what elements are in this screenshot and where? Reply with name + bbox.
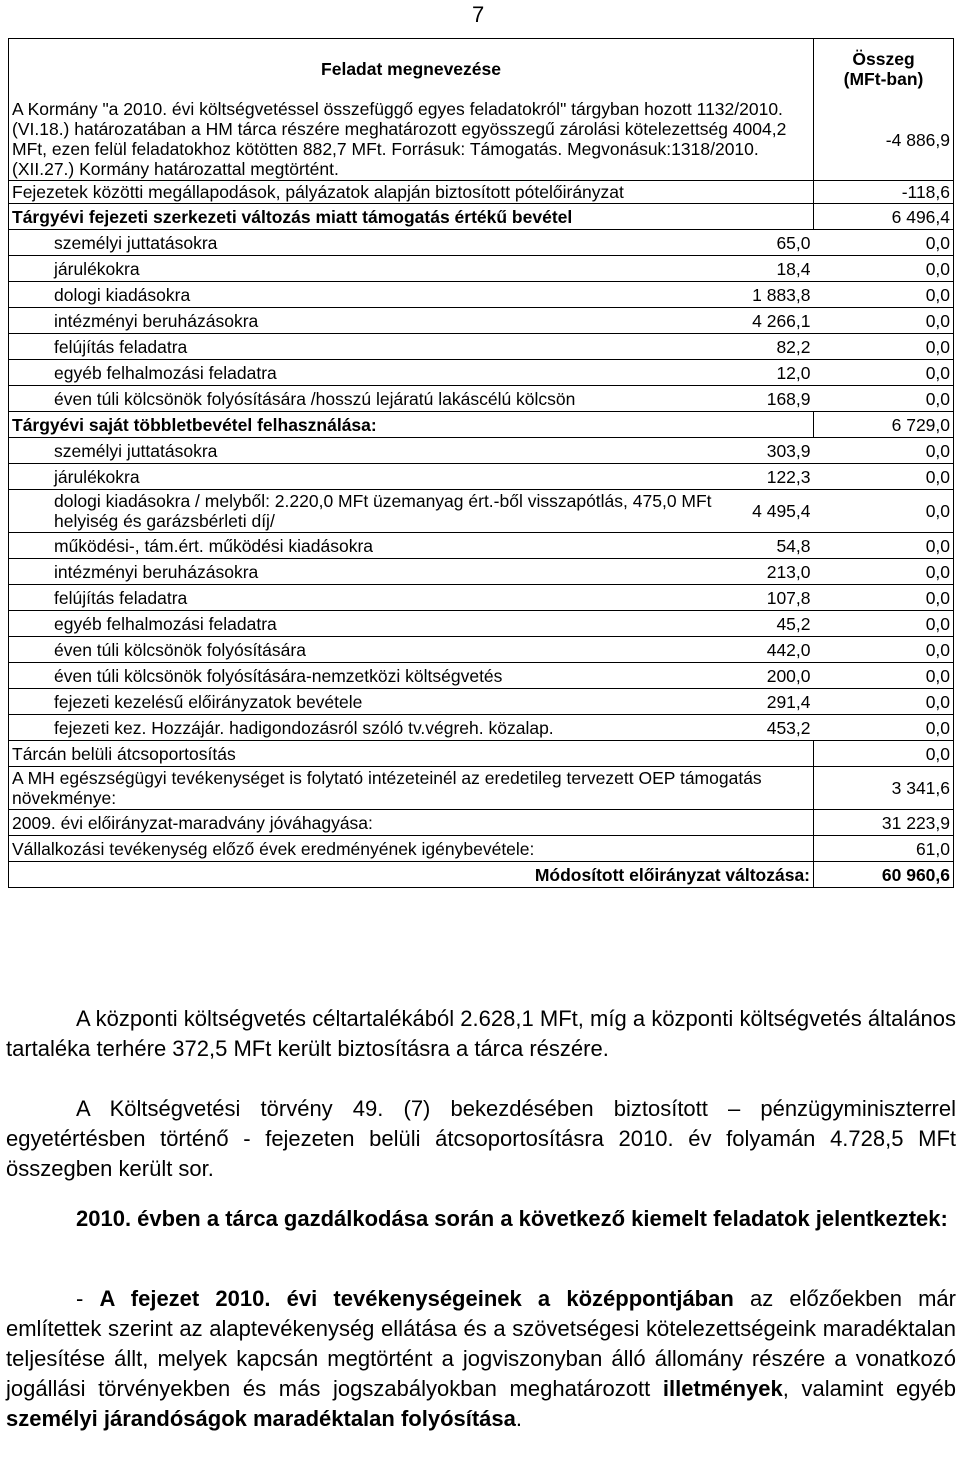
row-value: 3 341,6 bbox=[814, 767, 954, 810]
table-row bbox=[9, 438, 954, 464]
item-total: 0,0 bbox=[814, 585, 954, 611]
section1-items bbox=[9, 230, 954, 412]
table-row bbox=[9, 533, 954, 559]
row-value: 31 223,9 bbox=[814, 810, 954, 836]
item-label: felújítás feladatra bbox=[9, 585, 729, 611]
row-value: 0,0 bbox=[814, 741, 954, 767]
item-amount: 200,0 bbox=[729, 663, 814, 689]
item-amount: 4 495,4 bbox=[729, 490, 814, 533]
item-amount: 122,3 bbox=[729, 464, 814, 490]
table-row bbox=[9, 767, 954, 810]
row-value: 61,0 bbox=[814, 836, 954, 862]
row-label: 2009. évi előirányzat-maradvány jóváhagyása: bbox=[9, 810, 814, 836]
section1-total: 6 496,4 bbox=[814, 204, 954, 230]
section2-label: Tárgyévi saját többletbevétel felhasználása: bbox=[9, 412, 814, 438]
table-row bbox=[9, 490, 954, 533]
item-total: 0,0 bbox=[814, 559, 954, 585]
item-label: személyi juttatásokra bbox=[9, 438, 729, 464]
item-amount: 82,2 bbox=[729, 334, 814, 360]
header-amount-line1: Összeg bbox=[852, 49, 915, 69]
item-label: éven túli kölcsönök folyósítására-nemzetközi költségvetés bbox=[9, 663, 729, 689]
item-total: 0,0 bbox=[814, 438, 954, 464]
item-amount: 4 266,1 bbox=[729, 308, 814, 334]
table-row bbox=[9, 464, 954, 490]
fejezetek-row bbox=[9, 181, 954, 204]
header-task: Feladat megnevezése bbox=[9, 39, 814, 100]
item-total: 0,0 bbox=[814, 464, 954, 490]
item-label: járulékokra bbox=[9, 464, 729, 490]
table-row bbox=[9, 559, 954, 585]
intro-text: A Kormány "a 2010. évi költségvetéssel összefüggő egyes feladatokról" tárgyban hozott 1132/2010.(VI.18.) határozatában a HM tárca részére meghatározott egyösszegű zárolási kötelezettség 4004,2 MFt, ezen felül feladatokhoz kötötten 882,7 MFt. Forrásuk: Támogatás. Megvonásuk:1318/2010.(XII.27.) Kormány határozattal megtörtént. bbox=[9, 99, 814, 181]
table-row bbox=[9, 663, 954, 689]
p4-text3: . bbox=[515, 1406, 523, 1431]
p4-bold3: személyi járandóságok maradéktalan folyósítása bbox=[6, 1406, 516, 1431]
table-row bbox=[9, 230, 954, 256]
item-amount: 54,8 bbox=[729, 533, 814, 559]
item-total: 0,0 bbox=[814, 533, 954, 559]
item-label: egyéb felhalmozási feladatra bbox=[9, 360, 729, 386]
item-amount: 168,9 bbox=[729, 386, 814, 412]
item-total: 0,0 bbox=[814, 282, 954, 308]
table-header-row bbox=[9, 39, 954, 100]
table-row bbox=[9, 256, 954, 282]
item-label: intézményi beruházásokra bbox=[9, 559, 729, 585]
item-label: éven túli kölcsönök folyósítására /hosszú lejáratú lakáscélú kölcsön bbox=[9, 386, 729, 412]
table-row bbox=[9, 360, 954, 386]
total-label: Módosított előirányzat változása: bbox=[9, 862, 814, 888]
item-total: 0,0 bbox=[814, 637, 954, 663]
item-label: egyéb felhalmozási feladatra bbox=[9, 611, 729, 637]
p4-text2: , valamint egyéb bbox=[782, 1376, 956, 1401]
budget-table bbox=[8, 38, 954, 888]
intro-value: -4 886,9 bbox=[814, 99, 954, 181]
fejezetek-text: Fejezetek közötti megállapodások, pályázatok alapján biztosított pótelőirányzat bbox=[9, 181, 814, 204]
item-amount: 65,0 bbox=[729, 230, 814, 256]
table-row bbox=[9, 611, 954, 637]
item-total: 0,0 bbox=[814, 360, 954, 386]
table-row bbox=[9, 689, 954, 715]
item-amount: 1 883,8 bbox=[729, 282, 814, 308]
item-total: 0,0 bbox=[814, 490, 954, 533]
item-label: intézményi beruházásokra bbox=[9, 308, 729, 334]
section1-label: Tárgyévi fejezeti szerkezeti változás miatt támogatás értékű bevétel bbox=[9, 204, 814, 230]
paragraph-activity bbox=[6, 1284, 956, 1434]
table-row bbox=[9, 282, 954, 308]
item-label: éven túli kölcsönök folyósítására bbox=[9, 637, 729, 663]
item-total: 0,0 bbox=[814, 256, 954, 282]
section2-row bbox=[9, 412, 954, 438]
item-total: 0,0 bbox=[814, 611, 954, 637]
section1-row bbox=[9, 204, 954, 230]
table-row bbox=[9, 715, 954, 741]
item-label: dologi kiadásokra / melyből: 2.220,0 MFt üzemanyag ért.-ből visszapótlás, 475,0 MFt helyiség és garázsbérleti díj/ bbox=[9, 490, 729, 533]
table-row bbox=[9, 741, 954, 767]
p4-dash: - bbox=[76, 1286, 100, 1311]
item-amount: 18,4 bbox=[729, 256, 814, 282]
item-label: felújítás feladatra bbox=[9, 334, 729, 360]
p4-bold2: illetmények bbox=[662, 1376, 783, 1401]
page-number: 7 bbox=[472, 2, 485, 27]
paragraph-regrouping: A Költségvetési törvény 49. (7) bekezdésében biztosított – pénzügyminiszterrel egyetértésben történő - fejezeten belüli átcsoportosításra 2010. év folyamán 4.728,5 MFt összegben került sor. bbox=[6, 1096, 956, 1181]
table-row bbox=[9, 386, 954, 412]
item-total: 0,0 bbox=[814, 689, 954, 715]
row-label: Tárcán belüli átcsoportosítás bbox=[9, 741, 814, 767]
item-total: 0,0 bbox=[814, 663, 954, 689]
section2-items bbox=[9, 438, 954, 741]
p4-bold1: A fejezet 2010. évi tevékenységeinek a középpontjában bbox=[99, 1286, 734, 1311]
item-label: fejezeti kezelésű előirányzatok bevétele bbox=[9, 689, 729, 715]
total-row bbox=[9, 862, 954, 888]
item-amount: 12,0 bbox=[729, 360, 814, 386]
intro-row bbox=[9, 99, 954, 181]
item-label: fejezeti kez. Hozzájár. hadigondozásról szóló tv.végreh. közalap. bbox=[9, 715, 729, 741]
item-amount: 107,8 bbox=[729, 585, 814, 611]
item-amount: 303,9 bbox=[729, 438, 814, 464]
item-total: 0,0 bbox=[814, 308, 954, 334]
item-total: 0,0 bbox=[814, 334, 954, 360]
bottom-rows bbox=[9, 741, 954, 862]
item-label: dologi kiadásokra bbox=[9, 282, 729, 308]
table-row bbox=[9, 637, 954, 663]
total-value: 60 960,6 bbox=[814, 862, 954, 888]
table-row bbox=[9, 810, 954, 836]
item-amount: 453,2 bbox=[729, 715, 814, 741]
item-amount: 45,2 bbox=[729, 611, 814, 637]
row-label: A MH egészségügyi tevékenységet is folytató intézeteinél az eredetileg tervezett OEP támogatás növekménye: bbox=[9, 767, 814, 810]
section2-total: 6 729,0 bbox=[814, 412, 954, 438]
paragraph-reserve: A központi költségvetés céltartalékából 2.628,1 MFt, míg a központi költségvetés általános tartaléka terhére 372,5 MFt került biztosításra a tárca részére. bbox=[6, 1006, 956, 1061]
item-amount: 213,0 bbox=[729, 559, 814, 585]
paragraph-key-tasks: 2010. évben a tárca gazdálkodása során a következő kiemelt feladatok jelentkeztek: bbox=[76, 1206, 948, 1231]
item-amount: 442,0 bbox=[729, 637, 814, 663]
item-label: járulékokra bbox=[9, 256, 729, 282]
item-label: működési-, tám.ért. működési kiadásokra bbox=[9, 533, 729, 559]
item-amount: 291,4 bbox=[729, 689, 814, 715]
fejezetek-value: -118,6 bbox=[814, 181, 954, 204]
table-row bbox=[9, 334, 954, 360]
item-total: 0,0 bbox=[814, 386, 954, 412]
item-label: személyi juttatásokra bbox=[9, 230, 729, 256]
p4-text1: az előzőekben már említettek szerint az alaptevékenység ellátása és a szövetségesi kötelezettségeink maradéktalan teljesítése állt, melyek kapcsán megtörtént a jogviszonyban álló állomány részére a vonatkozó jogállási törvényekben és más jogszabályokban meghatározott bbox=[6, 1286, 956, 1401]
header-amount-line2: (MFt-ban) bbox=[843, 69, 924, 89]
table-row bbox=[9, 585, 954, 611]
table-row bbox=[9, 308, 954, 334]
table-row bbox=[9, 836, 954, 862]
header-amount bbox=[814, 39, 954, 100]
item-total: 0,0 bbox=[814, 230, 954, 256]
row-label: Vállalkozási tevékenység előző évek eredményének igénybevétele: bbox=[9, 836, 814, 862]
item-total: 0,0 bbox=[814, 715, 954, 741]
